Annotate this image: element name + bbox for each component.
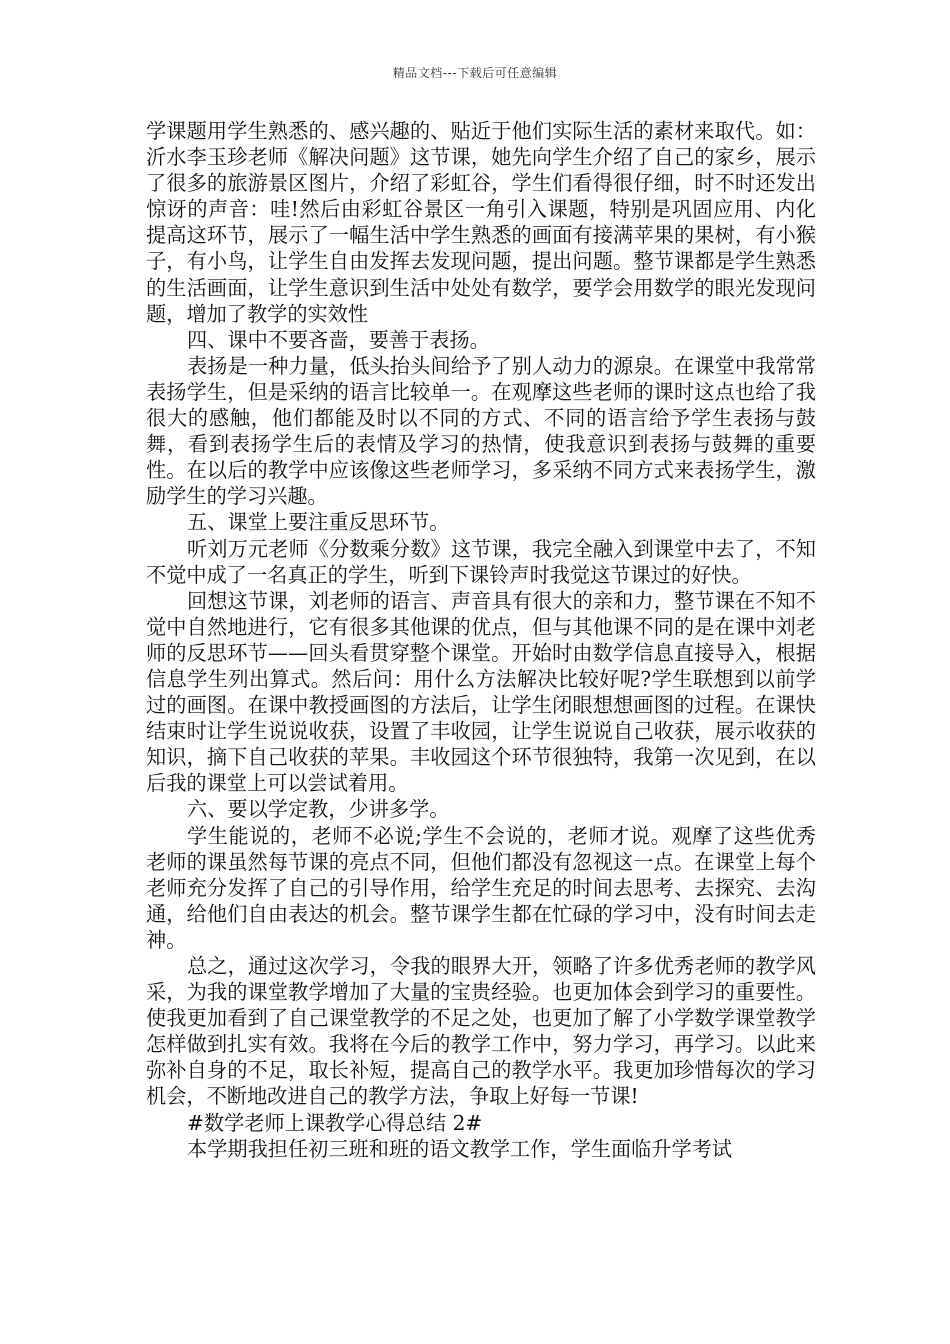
section-heading: 四、课中不要吝啬，要善于表扬。 [187,327,490,352]
document-body [146,118,816,1162]
paragraph: 本学期我担任初三班和班的语文教学工作，学生面临升学考试 [187,1136,733,1161]
paragraph: 学课题用学生熟悉的、感兴趣的、贴近于他们实际生活的素材来取代。如：沂水李玉珍老师《解决问题》这节课，她先向学生介绍了自己的家乡，展示了很多的旅游景区图片，介绍了彩虹谷，学生们看得很仔细，时不时还发出惊讶的声音：哇!然后由彩虹谷景区一角引入课题，特别是巩固应用、内化提高这环节，展示了一幅生活中学生熟悉的画面有接满苹果的果树，有小猴子，有小鸟，让学生自由发挥去发现问题，提出问题。整节课都是学生熟悉的生活画面，让学生意识到生活中处处有数学，要学会用数学的眼光发现问题，增加了教学的实效性 [146,119,816,326]
paragraph: 听刘万元老师《分数乘分数》这节课，我完全融入到课堂中去了，不知不觉中成了一名真正的学生，听到下课铃声时我觉这节课过的好快。 [146,536,816,587]
paragraph: 总之，通过这次学习，令我的眼界大开，领略了许多优秀老师的教学风采，为我的课堂教学增加了大量的宝贵经验。也更加体会到学习的重要性。使我更加看到了自己课堂教学的不足之处，也更加了解了小学数学课堂教学怎样做到扎实有效。我将在今后的教学工作中，努力学习，再学习。以此来弥补自身的不足，取长补短，提高自己的教学水平。我更加珍惜每次的学习机会，不断地改进自己的教学方法，争取上好每一节课! [146,954,816,1109]
article-title: #数学老师上课教学心得总结 2# [187,1110,483,1135]
paragraph: 回想这节课，刘老师的语言、声音具有很大的亲和力，整节课在不知不觉中自然地进行，它有很多其他课的优点，但与其他课不同的是在课中刘老师的反思环节——回头看贯穿整个课堂。开始时由数学信息直接导入，根据信息学生列出算式。然后问：用什么方法解决比较好呢?学生联想到以前学过的画图。在课中教授画图的方法后，让学生闭眼想想画图的过程。在课快结束时让学生说说收获，设置了丰收园，让学生说说自己收获，展示收获的知识，摘下自己收获的苹果。丰收园这个环节很独特，我第一次见到，在以后我的课堂上可以尝试着用。 [146,588,816,796]
section-heading: 六、要以学定教，少讲多学。 [187,797,450,822]
section-heading: 五、课堂上要注重反思环节。 [187,510,450,535]
paragraph: 学生能说的，老师不必说;学生不会说的，老师才说。观摩了这些优秀老师的课虽然每节课的亮点不同，但他们都没有忽视这一点。在课堂上每个老师充分发挥了自己的引导作用，给学生充足的时间去思考、去探究、去沟通，给他们自由表达的机会。整节课学生都在忙碌的学习中，没有时间去走神。 [146,823,816,952]
page-header: 精品文档---下载后可任意编辑 [392,66,558,80]
paragraph: 表扬是一种力量，低头抬头间给予了别人动力的源泉。在课堂中我常常表扬学生，但是采纳的语言比较单一。在观摩这些老师的课时这点也给了我很大的感触，他们都能及时以不同的方式、不同的语言给予学生表扬与鼓舞，看到表扬学生后的表情及学习的热情，使我意识到表扬与鼓舞的重要性。在以后的教学中应该像这些老师学习，多采纳不同方式来表扬学生，激励学生的学习兴趣。 [146,353,816,509]
